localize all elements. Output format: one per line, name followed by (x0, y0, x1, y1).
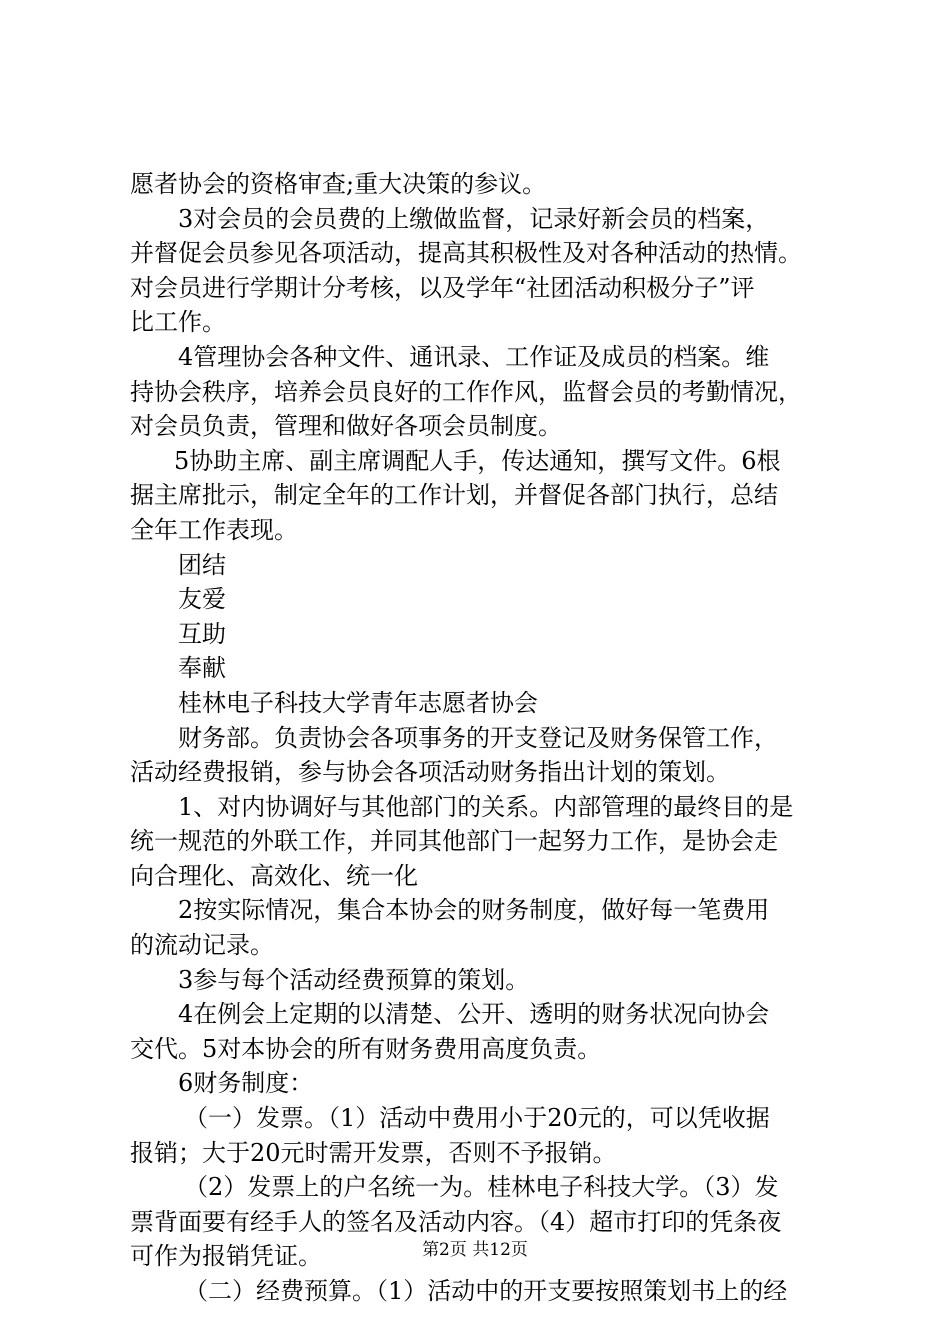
organization-name: 桂林电子科技大学青年志愿者协会 (178, 688, 538, 717)
text-line: 向合理化、高效化、统一化 (130, 861, 418, 890)
motto-line: 团结 (178, 550, 226, 579)
text-line: 4管理协会各种文件、通讯录、工作证及成员的档案。维 (178, 342, 770, 371)
text-line: 交代。5对本协会的所有财务费用高度负责。 (130, 1034, 602, 1063)
text-line: 3参与每个活动经费预算的策划。 (178, 965, 530, 994)
document-body (130, 167, 840, 1309)
text-line: 统一规范的外联工作，并同其他部门一起努力工作，是协会走 (130, 827, 778, 856)
text-line: （二）经费预算。（1）活动中的开支要按照策划书上的经 (184, 1277, 788, 1305)
text-line: 据主席批示，制定全年的工作计划，并督促各部门执行，总结 (130, 481, 778, 510)
text-line: 财务部。负责协会各项事务的开支登记及财务保管工作， (178, 723, 778, 752)
motto-line: 友爱 (178, 585, 226, 614)
text-line: 活动经费报销，参与协会各项活动财务指出计划的策划。 (130, 758, 730, 787)
text-line: 票背面要有经手人的签名及活动内容。（4）超市打印的凭条夜 (130, 1207, 782, 1236)
text-line: 可作为报销凭证。 (130, 1242, 322, 1271)
text-line: 5协助主席、副主席调配人手，传达通知，撰写文件。6根 (174, 446, 781, 475)
motto-line: 互助 (178, 619, 226, 648)
text-line: 的流动记录。 (130, 931, 274, 960)
motto-line: 奉献 (178, 654, 226, 683)
text-line: 6财务制度： (178, 1069, 314, 1098)
text-line: 3对会员的会员费的上缴做监督，记录好新会员的档案， (178, 204, 770, 233)
text-line: 4在例会上定期的以清楚、公开、透明的财务状况向协会 (178, 1000, 770, 1029)
text-line: 1、对内协调好与其他部门的关系。内部管理的最终目的是 (178, 792, 794, 821)
text-line: （一）发票。（1）活动中费用小于20元的，可以凭收据 (184, 1104, 770, 1133)
text-line: 愿者协会的资格审查;重大决策的参议。 (130, 170, 547, 198)
text-line: 并督促会员参见各项活动，提高其积极性及对各种活动的热情。 (130, 239, 802, 268)
text-line: 报销；大于20元时需开发票，否则不予报销。 (130, 1138, 617, 1167)
text-line: （2）发票上的户名统一为。桂林电子科技大学。（3）发 (184, 1173, 779, 1202)
page-number-footer: 第2页 共12页 (422, 1240, 528, 1260)
text-line: 全年工作表现。 (130, 515, 298, 544)
text-line: 比工作。 (130, 308, 226, 337)
text-line: 持协会秩序，培养会员良好的工作作风，监督会员的考勤情况， (130, 377, 802, 406)
text-line: 对会员负责，管理和做好各项会员制度。 (130, 412, 562, 441)
text-line: 对会员进行学期计分考核，以及学年“社团活动积极分子”评 (130, 273, 755, 302)
text-line: 2按实际情况，集合本协会的财务制度，做好每一笔费用 (178, 896, 770, 925)
